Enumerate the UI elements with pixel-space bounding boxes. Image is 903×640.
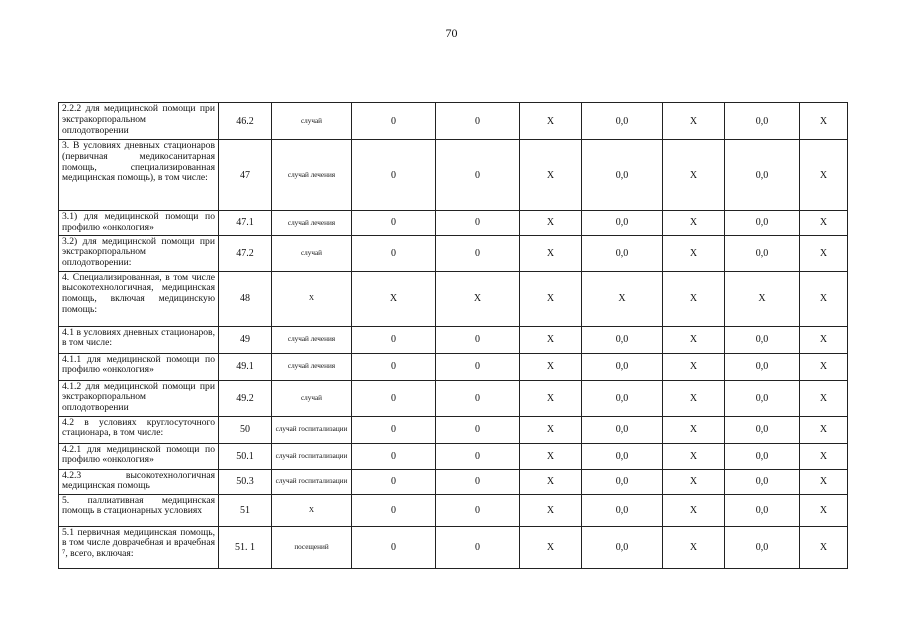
cell-code: 47 <box>219 140 272 211</box>
cell-c7: X <box>800 526 848 568</box>
cell-c6: 0,0 <box>725 140 800 211</box>
cell-code: 48 <box>219 271 272 326</box>
table-row <box>59 469 848 494</box>
cell-c1: 0 <box>352 326 436 353</box>
cell-code: 46.2 <box>219 103 272 140</box>
cell-c2: X <box>436 271 520 326</box>
cell-c4: 0,0 <box>582 353 663 380</box>
cell-c4: 0,0 <box>582 326 663 353</box>
cell-c4: 0,0 <box>582 526 663 568</box>
cell-c1: 0 <box>352 103 436 140</box>
table-row <box>59 271 848 326</box>
cell-unit: случай лечения <box>272 353 352 380</box>
cell-c7: X <box>800 494 848 526</box>
cell-code: 51 <box>219 494 272 526</box>
cell-c7: X <box>800 416 848 443</box>
cell-c5: X <box>663 416 725 443</box>
cell-code: 51. 1 <box>219 526 272 568</box>
cell-c2: 0 <box>436 326 520 353</box>
cell-unit: случай лечения <box>272 140 352 211</box>
cell-c5: X <box>663 526 725 568</box>
cell-c7: X <box>800 469 848 494</box>
cell-c3: X <box>520 380 582 416</box>
row-name-cell: 4.1.1 для медицинской помощи по профилю «онкология» <box>59 353 219 380</box>
cell-c1: 0 <box>352 469 436 494</box>
cell-code: 50.1 <box>219 443 272 469</box>
row-name-cell: 3.2) для медицинской помощи при экстракорпоральном оплодотворении: <box>59 235 219 271</box>
data-table <box>58 102 848 569</box>
row-name-cell: 4. Специализированная, в том числе высокотехнологичная, медицинская помощь, включая медицинскую помощь: <box>59 271 219 326</box>
cell-c3: X <box>520 353 582 380</box>
cell-c3: X <box>520 326 582 353</box>
cell-c3: X <box>520 140 582 211</box>
cell-c4: 0,0 <box>582 380 663 416</box>
cell-c3: X <box>520 211 582 236</box>
cell-unit: X <box>272 494 352 526</box>
cell-c2: 0 <box>436 235 520 271</box>
cell-c1: 0 <box>352 140 436 211</box>
row-name-cell: 2.2.2 для медицинской помощи при экстракорпоральном оплодотворении <box>59 103 219 140</box>
cell-unit: случай госпитализации <box>272 469 352 494</box>
cell-c7: X <box>800 140 848 211</box>
cell-c2: 0 <box>436 443 520 469</box>
cell-c6: 0,0 <box>725 494 800 526</box>
row-name-cell: 4.1.2 для медицинской помощи при экстракорпоральном оплодотворении <box>59 380 219 416</box>
cell-c4: 0,0 <box>582 140 663 211</box>
cell-c1: 0 <box>352 526 436 568</box>
cell-c6: 0,0 <box>725 326 800 353</box>
cell-c6: 0,0 <box>725 526 800 568</box>
table-row <box>59 416 848 443</box>
cell-c6: 0,0 <box>725 469 800 494</box>
row-name-cell: 4.1 в условиях дневных стационаров, в том числе: <box>59 326 219 353</box>
cell-c3: X <box>520 271 582 326</box>
cell-c5: X <box>663 443 725 469</box>
cell-c5: X <box>663 380 725 416</box>
cell-c5: X <box>663 140 725 211</box>
cell-code: 50.3 <box>219 469 272 494</box>
cell-c7: X <box>800 103 848 140</box>
row-name-cell: 5. паллиативная медицинская помощь в стационарных условиях <box>59 494 219 526</box>
cell-code: 50 <box>219 416 272 443</box>
cell-c1: 0 <box>352 380 436 416</box>
cell-c7: X <box>800 353 848 380</box>
table-row <box>59 103 848 140</box>
cell-c1: 0 <box>352 416 436 443</box>
row-name-cell: 4.2.3 высокотехнологичная медицинская помощь <box>59 469 219 494</box>
cell-c3: X <box>520 526 582 568</box>
cell-c3: X <box>520 494 582 526</box>
cell-code: 47.1 <box>219 211 272 236</box>
cell-c1: 0 <box>352 211 436 236</box>
cell-code: 47.2 <box>219 235 272 271</box>
cell-c6: X <box>725 271 800 326</box>
cell-c5: X <box>663 494 725 526</box>
cell-c7: X <box>800 235 848 271</box>
cell-c2: 0 <box>436 211 520 236</box>
cell-c3: X <box>520 443 582 469</box>
cell-c3: X <box>520 416 582 443</box>
table-row <box>59 380 848 416</box>
cell-c7: X <box>800 211 848 236</box>
cell-c2: 0 <box>436 353 520 380</box>
cell-c5: X <box>663 235 725 271</box>
cell-unit: случай госпитализации <box>272 416 352 443</box>
table-row <box>59 494 848 526</box>
cell-c7: X <box>800 271 848 326</box>
cell-c5: X <box>663 271 725 326</box>
cell-unit: посещений <box>272 526 352 568</box>
cell-c6: 0,0 <box>725 235 800 271</box>
cell-unit: случай <box>272 235 352 271</box>
cell-c5: X <box>663 469 725 494</box>
row-name-cell: 4.2.1 для медицинской помощи по профилю «онкология» <box>59 443 219 469</box>
cell-unit: случай лечения <box>272 211 352 236</box>
cell-c4: 0,0 <box>582 494 663 526</box>
cell-c4: 0,0 <box>582 469 663 494</box>
cell-unit: случай лечения <box>272 326 352 353</box>
table-row <box>59 353 848 380</box>
cell-c3: X <box>520 235 582 271</box>
cell-c3: X <box>520 103 582 140</box>
cell-c6: 0,0 <box>725 211 800 236</box>
table-row <box>59 443 848 469</box>
cell-c1: 0 <box>352 494 436 526</box>
cell-c2: 0 <box>436 140 520 211</box>
table-row <box>59 140 848 211</box>
cell-c5: X <box>663 326 725 353</box>
table-row <box>59 326 848 353</box>
cell-unit: случай <box>272 103 352 140</box>
cell-c5: X <box>663 353 725 380</box>
row-name-cell: 4.2 в условиях круглосуточного стационара, в том числе: <box>59 416 219 443</box>
cell-code: 49.1 <box>219 353 272 380</box>
cell-c2: 0 <box>436 416 520 443</box>
cell-c2: 0 <box>436 526 520 568</box>
cell-c3: X <box>520 469 582 494</box>
cell-c6: 0,0 <box>725 416 800 443</box>
cell-c2: 0 <box>436 103 520 140</box>
row-name-cell: 3.1) для медицинской помощи по профилю «онкология» <box>59 211 219 236</box>
page-number: 70 <box>445 26 458 40</box>
cell-c7: X <box>800 326 848 353</box>
cell-c4: 0,0 <box>582 211 663 236</box>
cell-c1: 0 <box>352 353 436 380</box>
table-body <box>59 103 848 569</box>
cell-c2: 0 <box>436 380 520 416</box>
cell-c2: 0 <box>436 494 520 526</box>
cell-c6: 0,0 <box>725 443 800 469</box>
cell-c6: 0,0 <box>725 380 800 416</box>
table-row <box>59 235 848 271</box>
cell-code: 49.2 <box>219 380 272 416</box>
cell-c4: 0,0 <box>582 103 663 140</box>
row-name-cell: 3. В условиях дневных стационаров (первичная медикосанитарная помощь, специализированная медицинская помощь), в том числе: <box>59 140 219 211</box>
cell-c5: X <box>663 103 725 140</box>
cell-c4: 0,0 <box>582 416 663 443</box>
cell-c7: X <box>800 443 848 469</box>
cell-c1: X <box>352 271 436 326</box>
row-name-cell: 5.1 первичная медицинская помощь, в том числе доврачебная и врачебная ⁷, всего, включая: <box>59 526 219 568</box>
cell-unit: X <box>272 271 352 326</box>
cell-unit: случай <box>272 380 352 416</box>
cell-code: 49 <box>219 326 272 353</box>
cell-c1: 0 <box>352 443 436 469</box>
cell-c2: 0 <box>436 469 520 494</box>
table-row <box>59 526 848 568</box>
cell-c6: 0,0 <box>725 353 800 380</box>
cell-c4: X <box>582 271 663 326</box>
cell-c6: 0,0 <box>725 103 800 140</box>
cell-c1: 0 <box>352 235 436 271</box>
cell-c7: X <box>800 380 848 416</box>
cell-c4: 0,0 <box>582 443 663 469</box>
cell-c5: X <box>663 211 725 236</box>
cell-unit: случай госпитализации <box>272 443 352 469</box>
table-row <box>59 211 848 236</box>
cell-c4: 0,0 <box>582 235 663 271</box>
